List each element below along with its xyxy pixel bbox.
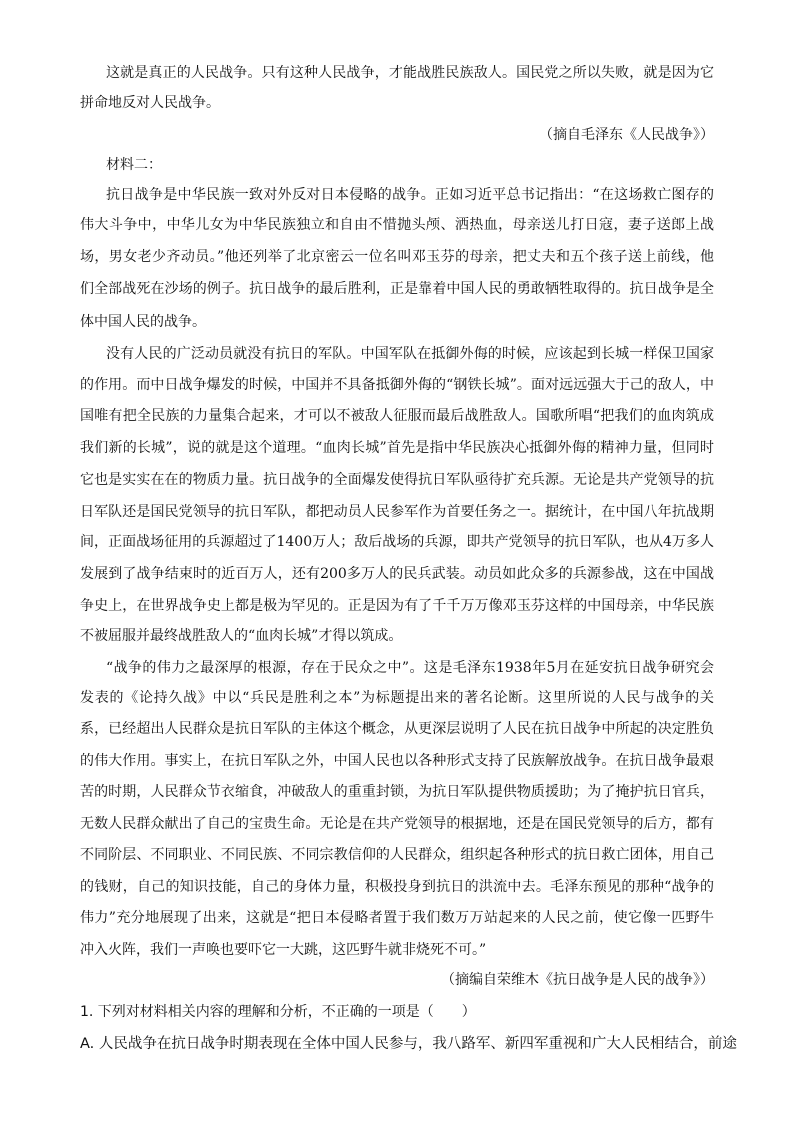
paragraph-line: 系，已经超出人民群众是抗日军队的主体这个概念，从更深层说明了人民在抗日战争中所起的决定胜负 — [80, 721, 714, 737]
paragraph-line: 的作用。而中日战争爆发的时候，中国并不具备抵御外侮的“钢铁长城”。面对远远强大于己的敌人，中 — [80, 377, 714, 393]
paragraph-line: 发表的《论持久战》中以“兵民是胜利之本”为标题提出来的著名论断。这里所说的人民与战争的关 — [80, 690, 714, 706]
paragraph-line: 场，男女老少齐动员。”他还列举了北京密云一位名叫邓玉芬的母亲，把丈夫和五个孩子送上前线，他 — [80, 249, 714, 265]
paragraph-line: 们全部战死在沙场的例子。抗日战争的最后胜利，正是靠着中国人民的勇敢牺牲取得的。抗日战争是全 — [80, 281, 714, 297]
paragraph-line: 发展到了战争结束时的近百万人，还有200多万人的民兵武装。动员如此众多的兵源参战，这在中国战 — [80, 566, 714, 582]
paragraph-line: 不被屈服并最终战胜敌人的“血肉长城”才得以筑成。 — [80, 628, 403, 644]
answer-option-a[interactable]: A. 人民战争在抗日战争时期表现在全体中国人民参与，我八路军、新四军重视和广大人民相结合，前途 — [80, 1036, 737, 1052]
paragraph-line: 日军队还是国民党领导的抗日军队，都把动员人民参军作为首要任务之一。据统计，在中国八年抗战期 — [80, 504, 714, 520]
paragraph-line: 我们新的长城”，说的就是这个道理。“血肉长城”首先是指中华民族决心抵御外侮的精神力量，但同时 — [80, 440, 714, 456]
paragraph-line: 冲入火阵，我们一声唤也要吓它一大跳，这匹野牛就非烧死不可。” — [80, 942, 487, 958]
paragraph-line: 无数人民群众献出了自己的宝贵生命。无论是在共产党领导的根据地，还是在国民党领导的后方，都有 — [80, 816, 714, 832]
paragraph-line: 苦的时期，人民群众节衣缩食，冲破敌人的重重封锁，为抗日军队提供物质援助；为了掩护抗日官兵， — [80, 784, 714, 800]
paragraph-line: 没有人民的广泛动员就没有抗日的军队。中国军队在抵御外侮的时候，应该起到长城一样保卫国家 — [106, 346, 714, 362]
source-citation: （摘编自荣维木《抗日战争是人民的战争》） — [441, 972, 714, 988]
paragraph-line: 抗日战争是中华民族一致对外反对日本侵略的战争。正如习近平总书记指出：“在这场救亡图存的 — [106, 187, 714, 203]
paragraph-line: 间，正面战场征用的兵源超过了1400万人；敌后战场的兵源，即共产党领导的抗日军队，也从4万多人 — [80, 534, 714, 550]
paragraph-line: 不同阶层、不同职业、不同民族、不同宗教信仰的人民群众，组织起各种形式的抗日救亡团体，用自己 — [80, 847, 714, 863]
section-heading: 材料二： — [106, 157, 162, 173]
paragraph-line: 的钱财，自己的知识技能，自己的身体力量，积极投身到抗日的洪流中去。毛泽东预见的那种“战争的 — [80, 879, 714, 895]
paragraph-line: 争史上，在世界战争史上都是极为罕见的。正是因为有了千千万万像邓玉芬这样的中国母亲，中华民族 — [80, 598, 714, 614]
paragraph-line: 国唯有把全民族的力量集合起来，才可以不被敌人征服而最后战胜敌人。国歌所唱“把我们的血肉筑成 — [80, 408, 714, 424]
question-stem: 1. 下列对材料相关内容的理解和分析，不正确的一项是（ ） — [80, 1004, 476, 1020]
paragraph-line: 的伟大作用。事实上，在抗日军队之外，中国人民也以各种形式支持了民族解放战争。在抗日战争最艰 — [80, 753, 714, 769]
paragraph-line: 伟力”充分地展现了出来，这就是“把日本侵略者置于我们数万万站起来的人民之前，使它像一匹野牛 — [80, 910, 714, 926]
paragraph-line: “战争的伟力之最深厚的根源，存在于民众之中”。这是毛泽东1938年5月在延安抗日战争研究会 — [106, 660, 714, 676]
paragraph-line: 伟大斗争中，中华儿女为中华民族独立和自由不惜抛头颅、洒热血，母亲送儿打日寇，妻子送郎上战 — [80, 217, 714, 233]
source-citation: （摘自毛泽东《人民战争》） — [539, 127, 714, 143]
paragraph-line: 它也是实实在在的物质力量。抗日战争的全面爆发使得抗日军队亟待扩充兵源。无论是共产党领导的抗 — [80, 472, 714, 488]
paragraph-line: 体中国人民的战争。 — [80, 314, 206, 330]
paragraph-line: 拼命地反对人民战争。 — [80, 95, 220, 111]
paragraph-line: 这就是真正的人民战争。只有这种人民战争，才能战胜民族敌人。国民党之所以失败，就是因为它 — [106, 65, 714, 81]
